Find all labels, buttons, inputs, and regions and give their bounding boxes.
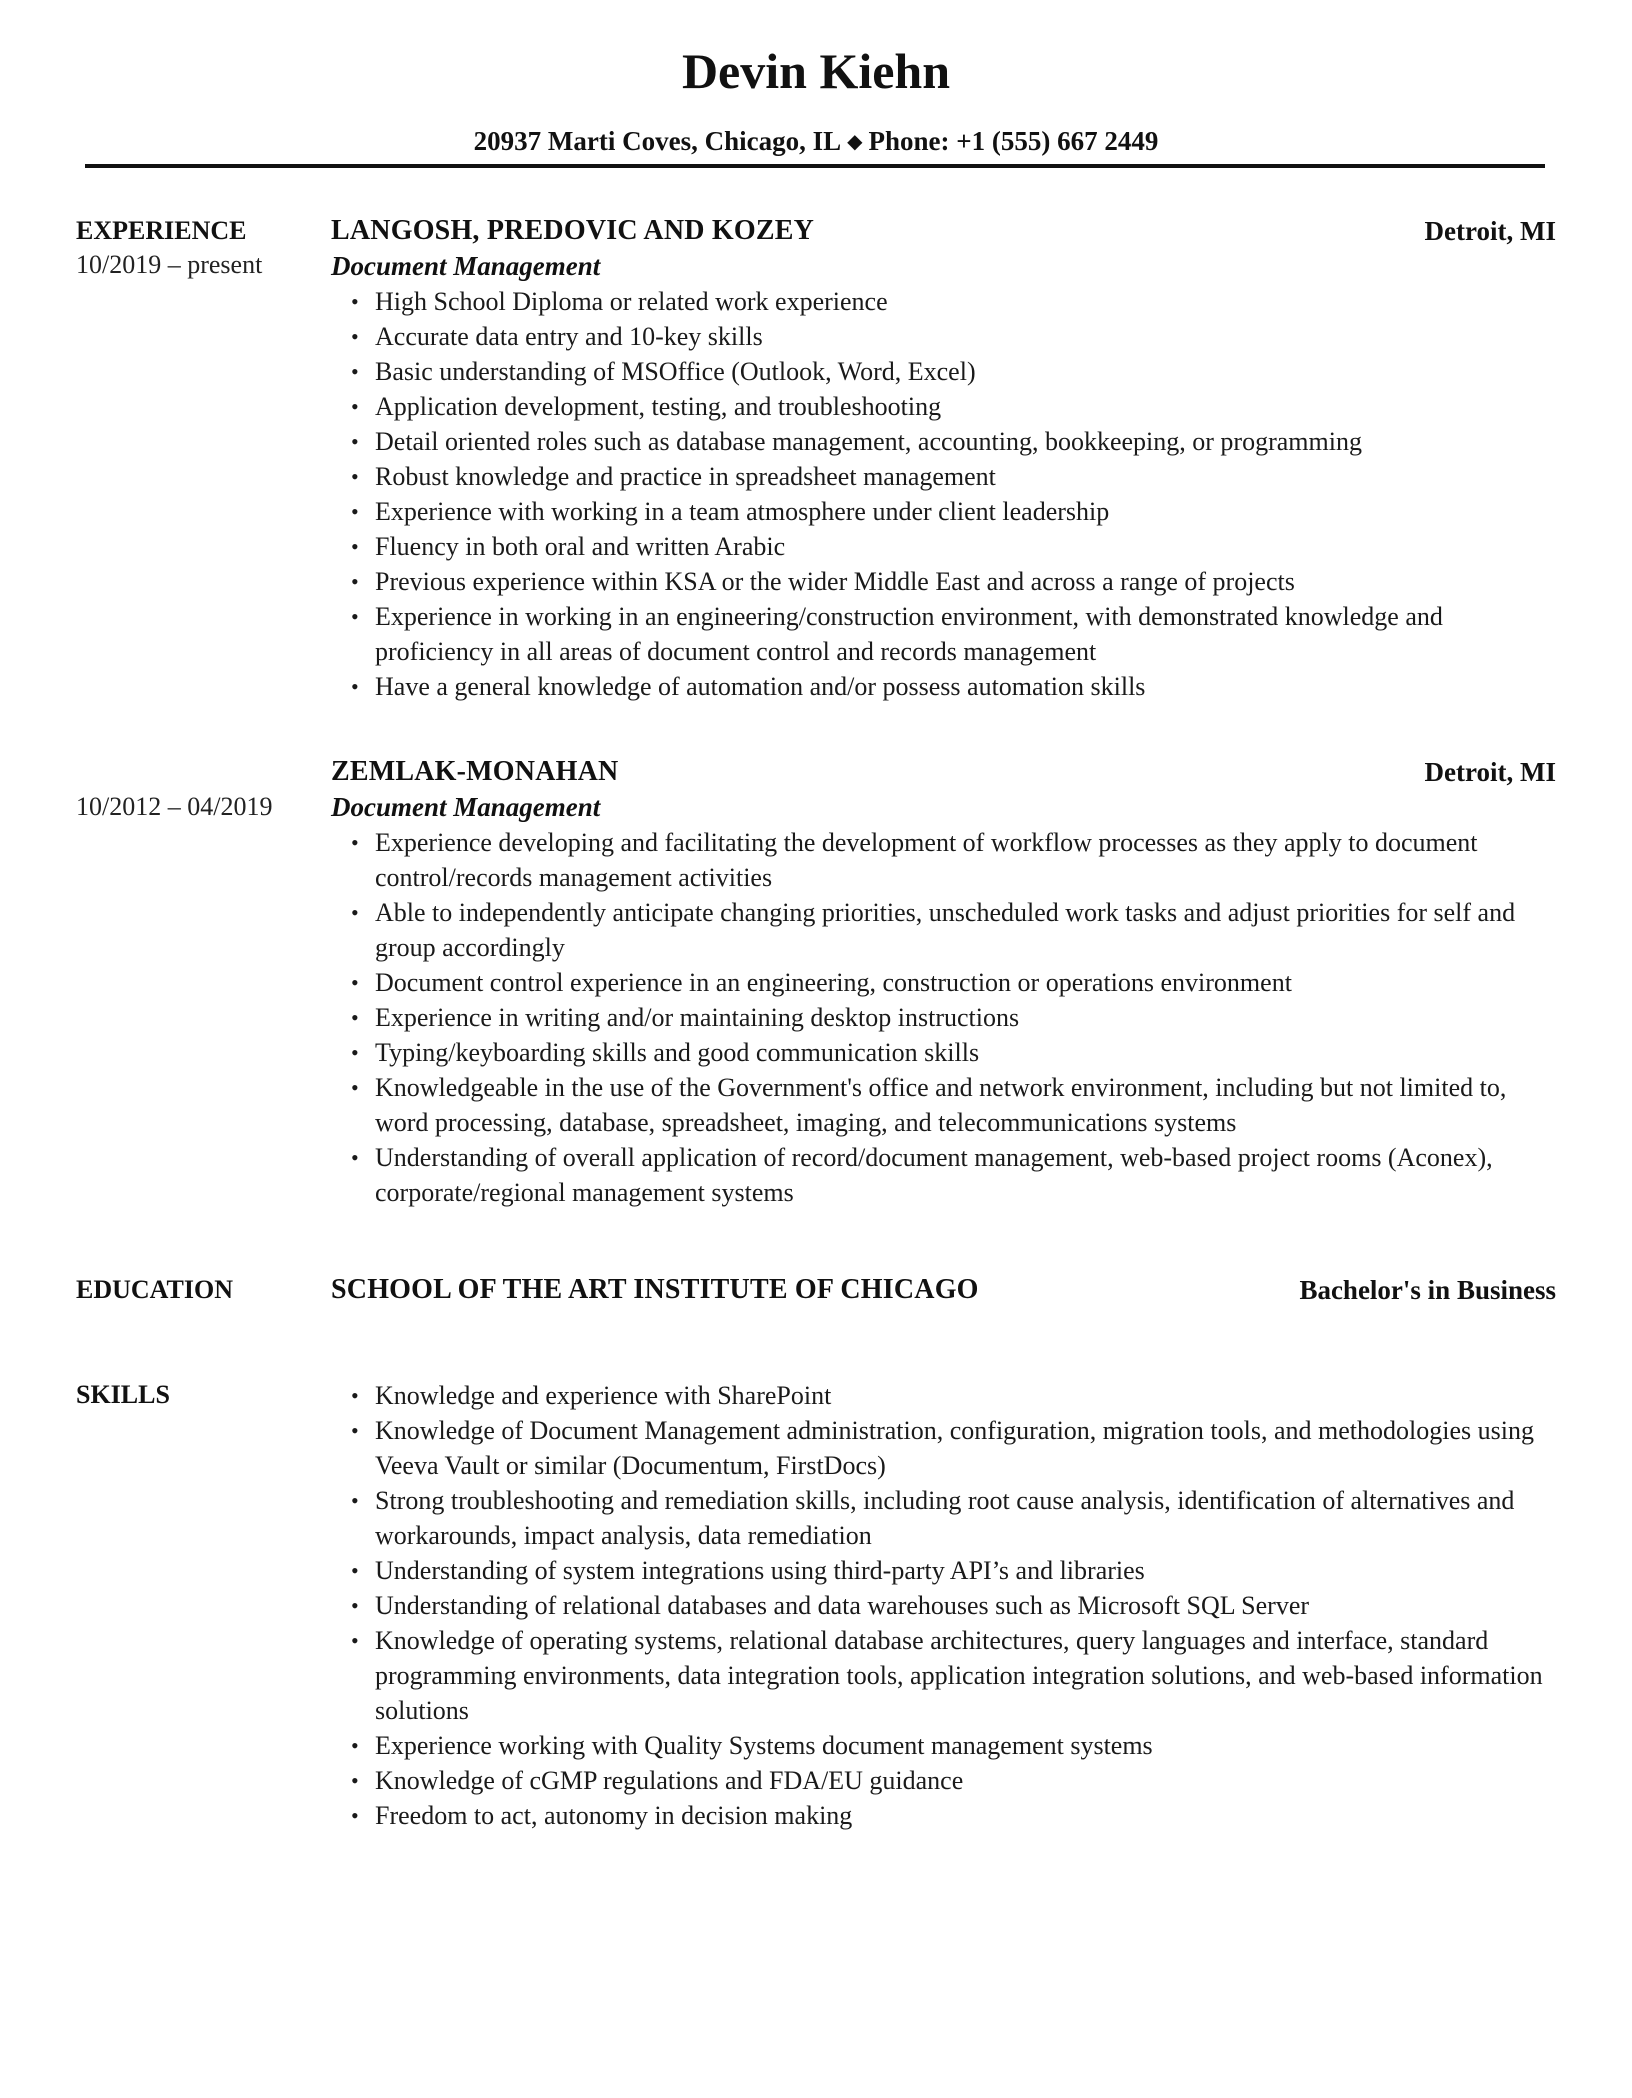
list-item: • Freedom to act, autonomy in decision making [331,1798,1556,1833]
list-item: • Experience with working in a team atmosphere under client leadership [331,494,1556,529]
bullet-icon: • [351,464,359,489]
list-item: • Have a general knowledge of automation and/or possess automation skills [331,669,1556,704]
list-item: • Understanding of relational databases and data warehouses such as Microsoft SQL Server [331,1588,1556,1623]
candidate-name: Devin Kiehn [681,43,951,99]
school-name: SCHOOL OF THE ART INSTITUTE OF CHICAGO [331,1274,979,1305]
bullet-icon: • [351,534,359,559]
list-item: • Knowledgeable in the use of the Government's office and network environment, including but not limited to, word processing, database, spreadsheet, imaging, and telecommunications systems [331,1070,1556,1140]
job-dates: 10/2019 – present [76,250,263,279]
bullet-icon: • [351,674,359,699]
bullet-icon: • [351,1005,359,1030]
list-item: • Understanding of system integrations using third-party API’s and libraries [331,1553,1556,1588]
education-header [331,1273,1556,1307]
list-item: • Previous experience within KSA or the wider Middle East and across a range of projects [331,564,1556,599]
list-item: • Experience in writing and/or maintaining desktop instructions [331,1000,1556,1035]
list-item: • Fluency in both oral and written Arabic [331,529,1556,564]
bullet-icon: • [351,1145,359,1170]
degree-name: Bachelor's in Business [1299,1275,1556,1305]
skills-bullet-list [331,1378,1556,1833]
address-text: 20937 Marti Coves, Chicago, IL [473,126,842,156]
experience-section-label: EXPERIENCE [76,216,247,245]
bullet-icon: • [351,324,359,349]
job-entry [331,755,1556,1210]
job-bullet-list [331,825,1556,1210]
bullet-icon: • [351,1628,359,1653]
bullet-icon: • [351,429,359,454]
company-name: ZEMLAK-MONAHAN [331,756,619,787]
bullet-icon: • [351,1768,359,1793]
bullet-icon: • [351,1418,359,1443]
job-title: Document Management [331,792,601,822]
job-location: Detroit, MI [1424,757,1556,787]
list-item: • Experience developing and facilitating the development of workflow processes as they apply to document control/records management activities [331,825,1556,895]
bullet-icon: • [351,1075,359,1100]
bullet-icon: • [351,900,359,925]
job-dates: 10/2012 – 04/2019 [76,792,273,821]
skills-section-label: SKILLS [76,1380,170,1409]
phone-text: Phone: +1 (555) 667 2449 [868,126,1159,156]
bullet-icon: • [351,604,359,629]
bullet-icon: • [351,830,359,855]
bullet-icon: • [351,1803,359,1828]
header-divider [85,164,1545,168]
list-item: • Knowledge of Document Management administration, configuration, migration tools, and methodologies using Veeva Vault or similar (Documentum, FirstDocs) [331,1413,1556,1483]
list-item: • Strong troubleshooting and remediation skills, including root cause analysis, identification of alternatives and workarounds, impact analysis, data remediation [331,1483,1556,1553]
education-entry [331,1273,1556,1307]
list-item: • Able to independently anticipate changing priorities, unscheduled work tasks and adjust priorities for self and group accordingly [331,895,1556,965]
list-item: • Robust knowledge and practice in spreadsheet management [331,459,1556,494]
list-item: • Typing/keyboarding skills and good communication skills [331,1035,1556,1070]
bullet-icon: • [351,394,359,419]
bullet-icon: • [351,289,359,314]
bullet-icon: • [351,970,359,995]
list-item: • Understanding of overall application of record/document management, web-based project rooms (Aconex), corporate/regional management systems [331,1140,1556,1210]
contact-line [0,124,1632,159]
job-header [331,755,1556,789]
list-item: • Accurate data entry and 10-key skills [331,319,1556,354]
list-item: • Detail oriented roles such as database management, accounting, bookkeeping, or programming [331,424,1556,459]
skills-entry [331,1378,1556,1833]
bullet-icon: • [351,1733,359,1758]
bullet-icon: • [351,1593,359,1618]
bullet-icon: • [351,569,359,594]
job-entry [331,214,1556,704]
bullet-icon: • [351,499,359,524]
list-item: • Knowledge of operating systems, relational database architectures, query languages and interface, standard programming environments, data integration tools, application integration solutions, and web-based information solutions [331,1623,1556,1728]
list-item: • Basic understanding of MSOffice (Outlook, Word, Excel) [331,354,1556,389]
job-bullet-list [331,284,1556,704]
list-item: • Document control experience in an engineering, construction or operations environment [331,965,1556,1000]
list-item: • Experience in working in an engineering/construction environment, with demonstrated knowledge and proficiency in all areas of document control and records management [331,599,1556,669]
job-location: Detroit, MI [1424,216,1556,246]
bullet-icon: • [351,1488,359,1513]
job-header [331,214,1556,248]
bullet-icon: • [351,359,359,384]
list-item: • Knowledge and experience with SharePoint [331,1378,1556,1413]
education-section-label: EDUCATION [76,1275,233,1304]
list-item: • High School Diploma or related work experience [331,284,1556,319]
bullet-icon: • [351,1383,359,1408]
list-item: • Knowledge of cGMP regulations and FDA/EU guidance [331,1763,1556,1798]
job-title: Document Management [331,251,601,281]
list-item: • Application development, testing, and troubleshooting [331,389,1556,424]
bullet-icon: • [351,1558,359,1583]
company-name: LANGOSH, PREDOVIC AND KOZEY [331,215,815,246]
bullet-icon: • [351,1040,359,1065]
diamond-separator-icon: ◆ [847,131,863,153]
list-item: • Experience working with Quality Systems document management systems [331,1728,1556,1763]
